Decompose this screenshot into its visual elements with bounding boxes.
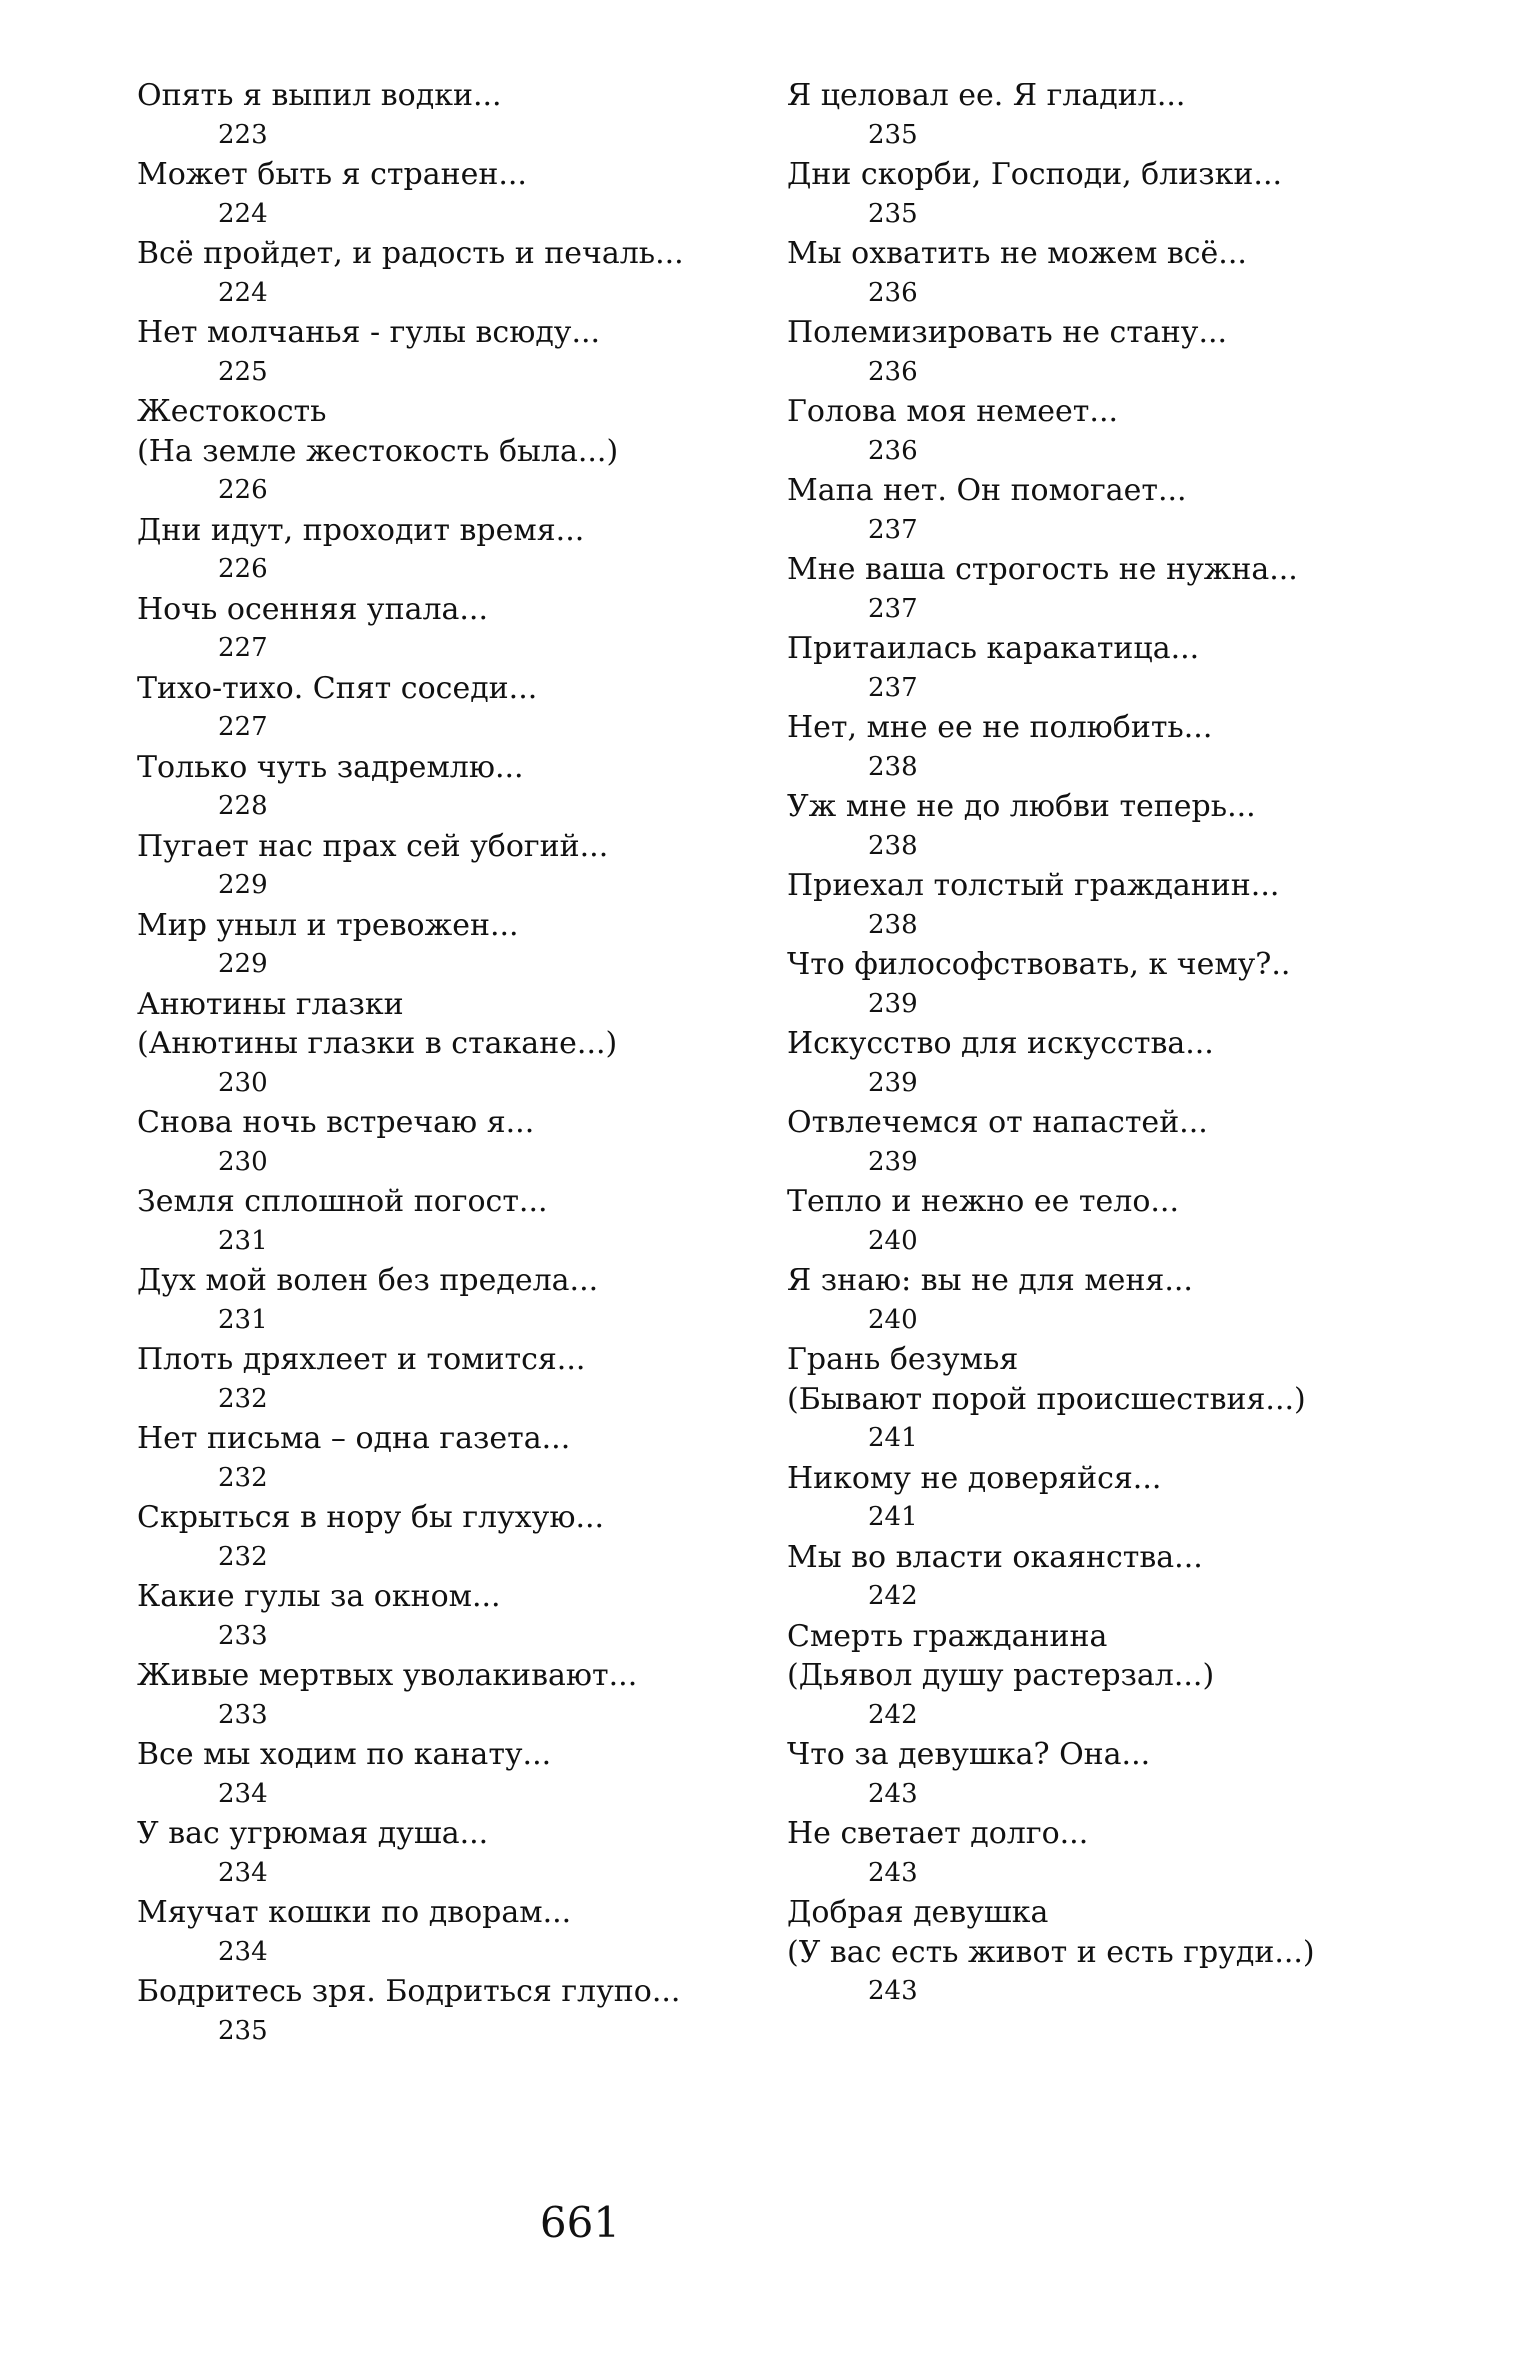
toc-entry-page: 236 (868, 356, 918, 387)
page-number: 661 (539, 2198, 621, 2247)
toc-entry-title: Полемизировать не стану... (787, 315, 1228, 350)
toc-entry (137, 1498, 777, 1577)
toc-entry-page: 229 (218, 949, 268, 979)
toc-entry (787, 550, 1427, 629)
toc-entry-title: Мапа нет. Он помогает... (787, 473, 1187, 508)
toc-entry (137, 155, 777, 234)
toc-entry-subtitle: (Бывают порой происшествия...) (787, 1381, 1306, 1417)
toc-entry-page: 228 (218, 791, 268, 821)
toc-entry-title: Жестокость (137, 394, 327, 429)
toc-entry-title: Дни скорби, Господи, близки... (787, 157, 1283, 192)
toc-entry-title: Дни идут, проходит время... (137, 512, 585, 548)
toc-entry-title: Живые мертвых уволакивают... (137, 1658, 638, 1693)
toc-entry-title: У вас угрюмая душа... (137, 1816, 489, 1851)
toc-entry-title: Только чуть задремлю... (137, 749, 524, 785)
toc-entry (137, 1340, 777, 1419)
toc-entry (787, 1459, 1427, 1538)
toc-entry-page: 237 (868, 514, 918, 545)
toc-entry-title: Может быть я странен... (137, 157, 527, 192)
toc-entry-page: 231 (218, 1225, 268, 1256)
toc-entry-title: Плоть дряхлеет и томится... (137, 1342, 586, 1377)
toc-entry-page: 242 (868, 1581, 918, 1611)
toc-entry (787, 1735, 1427, 1814)
toc-entry-title: Всё пройдет, и радость и печаль... (137, 236, 684, 271)
toc-entry-page: 224 (218, 198, 268, 229)
toc-entry-title: Земля сплошной погост... (137, 1184, 548, 1219)
toc-entry (137, 1972, 777, 2051)
toc-entry (787, 787, 1427, 866)
toc-entry (137, 1735, 777, 1814)
toc-entry-title: Мир уныл и тревожен... (137, 907, 519, 943)
toc-entry (137, 1182, 777, 1261)
toc-entry-page: 233 (218, 1699, 268, 1730)
toc-entry (787, 1893, 1427, 2012)
toc-entry-page: 241 (868, 1423, 918, 1453)
toc-entry-page: 237 (868, 672, 918, 703)
toc-entry-title: Опять я выпил водки... (137, 78, 502, 113)
toc-entry (137, 590, 777, 669)
toc-entry-title: Что за девушка? Она... (787, 1737, 1151, 1772)
toc-entry-page: 227 (218, 712, 268, 742)
toc-entry (137, 313, 777, 392)
toc-entry (787, 313, 1427, 392)
toc-entry (137, 906, 777, 985)
toc-entry-title: Тепло и нежно ее тело... (787, 1184, 1180, 1219)
toc-entry-title: Притаилась каракатица... (787, 631, 1200, 666)
toc-entry-title: Нет молчанья - гулы всюду... (137, 315, 601, 350)
toc-entry-page: 243 (868, 1976, 918, 2006)
toc-entry-page: 230 (218, 1146, 268, 1177)
toc-entry (787, 76, 1427, 155)
toc-entry (787, 629, 1427, 708)
toc-entry (137, 1577, 777, 1656)
toc-entry-title: Мы во власти окаянства... (787, 1539, 1203, 1575)
toc-entry (137, 1893, 777, 1972)
toc-entry (787, 1538, 1427, 1617)
toc-entry-page: 238 (868, 909, 918, 940)
toc-entry-page: 226 (218, 554, 268, 584)
toc-entry-page: 238 (868, 830, 918, 861)
toc-entry-title: Какие гулы за окном... (137, 1579, 501, 1614)
toc-entry-page: 242 (868, 1699, 918, 1730)
toc-entry-title: Нет письма – одна газета... (137, 1421, 571, 1456)
toc-entry (787, 1261, 1427, 1340)
toc-entry (137, 1419, 777, 1498)
toc-entry (137, 748, 777, 827)
toc-entry (787, 1182, 1427, 1261)
toc-entry-title: Грань безумья (787, 1342, 1019, 1377)
toc-entry (787, 392, 1427, 471)
toc-entry (137, 1261, 777, 1340)
toc-entry-page: 239 (868, 1146, 918, 1177)
toc-entry-title: Я знаю: вы не для меня... (787, 1263, 1193, 1298)
toc-entry-page: 243 (868, 1778, 918, 1809)
toc-entry (787, 1024, 1427, 1103)
toc-entry-title: Искусство для искусства... (787, 1026, 1214, 1061)
toc-entry-title: Уж мне не до любви теперь... (787, 789, 1256, 824)
toc-entry (137, 76, 777, 155)
toc-entry (137, 985, 777, 1104)
toc-entry-page: 235 (218, 2015, 268, 2046)
toc-entry-page: 237 (868, 593, 918, 624)
toc-entry (787, 1814, 1427, 1893)
toc-entry (137, 392, 777, 511)
toc-entry-title: Голова моя немеет... (787, 394, 1119, 429)
toc-entry-title: Снова ночь встречаю я... (137, 1105, 535, 1140)
toc-entry-page: 241 (868, 1502, 918, 1532)
toc-column-left (137, 76, 777, 2051)
toc-entry-page: 240 (868, 1304, 918, 1335)
toc-entry-title: Скрыться в нору бы глухую... (137, 1500, 605, 1535)
toc-entry-page: 223 (218, 119, 268, 150)
toc-entry-title: Бодритесь зря. Бодриться глупо... (137, 1974, 681, 2009)
toc-entry (787, 155, 1427, 234)
toc-entry-page: 236 (868, 277, 918, 308)
toc-entry (787, 945, 1427, 1024)
toc-entry-page: 229 (218, 870, 268, 900)
toc-entry-title: Я целовал ее. Я гладил... (787, 78, 1186, 113)
toc-entry (137, 1656, 777, 1735)
toc-entry (787, 234, 1427, 313)
toc-entry-page: 243 (868, 1857, 918, 1888)
toc-entry-title: Приехал толстый гражданин... (787, 868, 1280, 903)
toc-entry-title: Смерть гражданина (787, 1618, 1108, 1654)
toc-entry (137, 1814, 777, 1893)
toc-entry-title: Добрая девушка (787, 1895, 1049, 1930)
toc-entry-title: Что философствовать, к чему?.. (787, 947, 1291, 982)
toc-entry (787, 1103, 1427, 1182)
toc-entry-title: Ночь осенняя упала... (137, 591, 489, 627)
toc-entry-page: 232 (218, 1383, 268, 1414)
toc-entry-page: 239 (868, 988, 918, 1019)
toc-entry-subtitle: (На земле жестокость была...) (137, 433, 619, 469)
toc-entry-page: 225 (218, 356, 268, 387)
toc-entry-page: 226 (218, 475, 268, 505)
toc-entry-page: 235 (868, 119, 918, 150)
toc-entry (137, 669, 777, 748)
toc-entry (137, 511, 777, 590)
toc-entry-title: Дух мой волен без предела... (137, 1263, 599, 1298)
toc-entry-page: 239 (868, 1067, 918, 1098)
toc-entry-title: Нет, мне ее не полюбить... (787, 710, 1213, 745)
toc-entry-page: 232 (218, 1541, 268, 1572)
toc-entry (787, 471, 1427, 550)
toc-entry-title: Пугает нас прах сей убогий... (137, 828, 609, 864)
toc-entry-title: Мне ваша строгость не нужна... (787, 552, 1298, 587)
toc-entry-page: 224 (218, 277, 268, 308)
toc-entry-title: Анютины глазки (137, 986, 404, 1022)
toc-entry-page: 231 (218, 1304, 268, 1335)
toc-entry-page: 234 (218, 1778, 268, 1809)
toc-entry-page: 234 (218, 1857, 268, 1888)
toc-entry-title: Все мы ходим по канату... (137, 1737, 552, 1772)
toc-entry (787, 1340, 1427, 1459)
toc-entry-subtitle: (Анютины глазки в стакане...) (137, 1026, 618, 1061)
toc-entry-page: 235 (868, 198, 918, 229)
toc-entry-page: 232 (218, 1462, 268, 1493)
toc-entry-title: Отвлечемся от напастей... (787, 1105, 1208, 1140)
toc-entry (137, 1103, 777, 1182)
toc-entry (137, 827, 777, 906)
toc-entry-page: 240 (868, 1225, 918, 1256)
toc-column-right (787, 76, 1427, 2012)
toc-entry (787, 1617, 1427, 1736)
toc-entry-page: 233 (218, 1620, 268, 1651)
toc-entry-page: 234 (218, 1936, 268, 1967)
toc-entry-title: Мы охватить не можем всё... (787, 236, 1247, 271)
toc-entry (137, 234, 777, 313)
toc-entry-page: 230 (218, 1067, 268, 1098)
toc-entry-page: 238 (868, 751, 918, 782)
toc-entry-page: 236 (868, 435, 918, 466)
toc-entry-title: Тихо-тихо. Спят соседи... (137, 670, 538, 706)
toc-entry-title: Никому не доверяйся... (787, 1460, 1162, 1496)
toc-entry (787, 708, 1427, 787)
toc-entry-subtitle: (У вас есть живот и есть груди...) (787, 1934, 1315, 1970)
toc-entry-page: 227 (218, 633, 268, 663)
toc-entry-title: Не светает долго... (787, 1816, 1089, 1851)
toc-entry-title: Мяучат кошки по дворам... (137, 1895, 572, 1930)
toc-entry (787, 866, 1427, 945)
toc-entry-subtitle: (Дьявол душу растерзал...) (787, 1658, 1215, 1693)
